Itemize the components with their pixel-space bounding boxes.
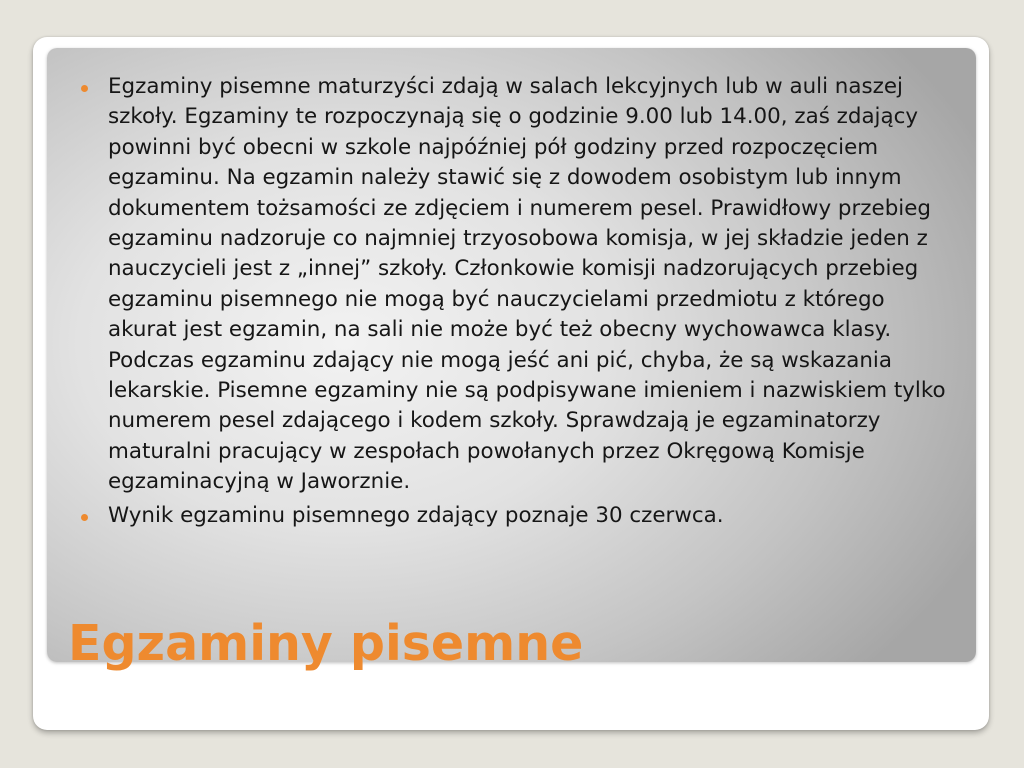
bullet-item-2 [80, 501, 960, 531]
bullet-item-1 [80, 72, 960, 498]
bullet-dot-icon [81, 514, 88, 521]
bullet-text-2: Wynik egzaminu pisemnego zdający poznaje 30 czerwca. [108, 502, 724, 528]
bullet-dot-icon [81, 85, 88, 92]
bullet-list [80, 72, 960, 534]
bullet-text-1: Egzaminy pisemne maturzyści zdają w salach lekcyjnych lub w auli naszej szkoły. Egzaminy te rozpoczynają się o godzinie 9.00 lub 14.00, zaś zdający powinni być obecni w szkole najpóźniej pół godziny przed rozpoczęciem egzaminu. Na egzamin należy stawić się z dowodem osobistym lub innym dokumentem tożsamości ze zdjęciem i numerem pesel. Prawidłowy przebieg egzaminu nadzoruje co najmniej trzyosobowa komisja, w jej składzie jeden z nauczycieli jest z „innej” szkoły. Członkowie komisji nadzorujących przebieg egzaminu pisemnego nie mogą być nauczycielami przedmiotu z którego akurat jest egzamin, na sali nie może być też obecny wychowawca klasy. Podczas egzaminu zdający nie mogą jeść ani pić, chyba, że są wskazania lekarskie. Pisemne egzaminy nie są podpisywane imieniem i nazwiskiem tylko numerem pesel zdającego i kodem szkoły. Sprawdzają je egzaminatorzy maturalni pracujący w zespołach powołanych przez Okręgową Komisje egzaminacyjną w Jaworznie. [108, 74, 946, 495]
slide-title: Egzaminy pisemne [68, 615, 584, 672]
